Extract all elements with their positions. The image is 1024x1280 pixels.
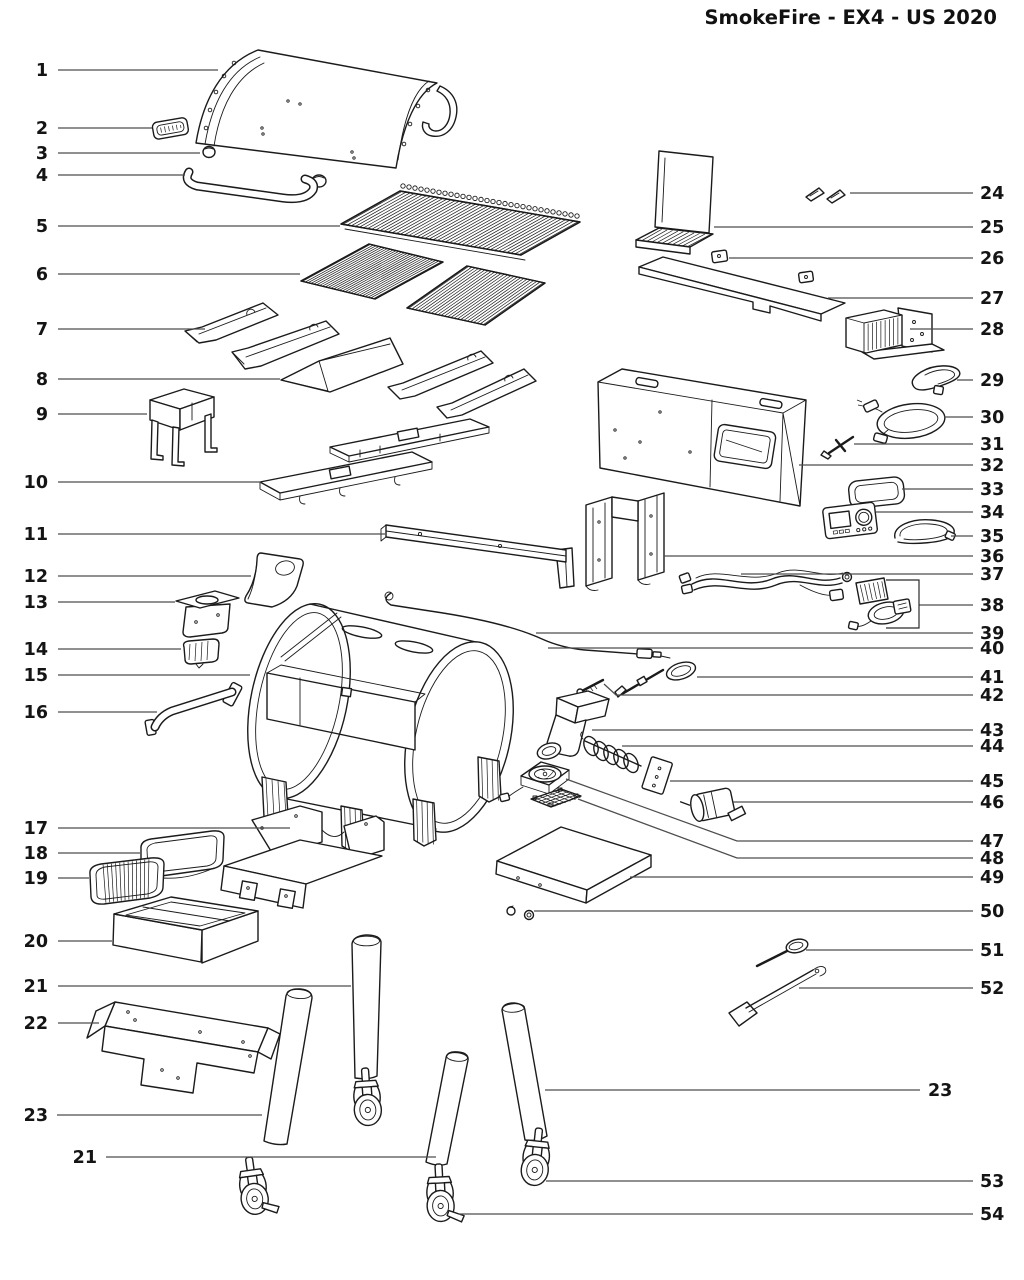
- callout-26-label: 26: [980, 249, 1005, 270]
- callout-32-label: 32: [980, 456, 1005, 477]
- callout-13-label: 13: [23, 593, 48, 614]
- part-31-tool: [821, 437, 853, 459]
- callout-22-label: 22: [23, 1014, 48, 1035]
- callout-24-label: 24: [980, 184, 1005, 205]
- callout-51-label: 51: [980, 941, 1005, 962]
- grate-hook: [479, 197, 483, 201]
- callout-21-label: 21: [72, 1148, 97, 1169]
- part-20-slide-frame: [113, 897, 258, 963]
- callout-15-label: 15: [23, 666, 48, 687]
- part-23-leg-rear-left: [264, 989, 312, 1145]
- grate-hook: [551, 210, 555, 214]
- grate-hook: [539, 208, 543, 212]
- part-21-leg-front-left: [352, 935, 381, 1079]
- part-12-grease-chute: [245, 553, 303, 607]
- callout-54-label: 54: [980, 1205, 1005, 1226]
- callout-6-label: 6: [35, 265, 48, 286]
- callout-37-label: 37: [980, 565, 1005, 586]
- grate-hook: [557, 211, 561, 215]
- part-16-support-bar: [145, 682, 243, 736]
- part-19-foil-liner: [90, 858, 164, 904]
- callout-52-label: 52: [980, 979, 1005, 1000]
- part-14-clamp: [184, 639, 219, 668]
- callout-43-label: 43: [980, 721, 1005, 742]
- grate-hook: [497, 200, 501, 204]
- part-11-support-rail: [381, 525, 574, 588]
- part-52-scraper-tool: [729, 966, 826, 1026]
- part-45-mounting-plate: [642, 756, 673, 794]
- callout-46-label: 46: [980, 793, 1005, 814]
- callout-36-label: 36: [980, 547, 1005, 568]
- callout-48-leader: [578, 799, 973, 858]
- callout-31-label: 31: [980, 435, 1005, 456]
- grate-hook: [503, 201, 507, 205]
- callout-35-label: 35: [980, 527, 1005, 548]
- grate-hook: [425, 188, 429, 192]
- callout-20-label: 20: [23, 932, 48, 953]
- grate-hook: [443, 191, 447, 195]
- callout-2-label: 2: [35, 119, 48, 140]
- grate-hook: [431, 189, 435, 193]
- callout-30-label: 30: [980, 408, 1005, 429]
- part-24-clips: [806, 188, 845, 203]
- part-6-warming-grates: [301, 244, 545, 325]
- callout-27-label: 27: [980, 289, 1005, 310]
- part-36-channel-bracket: [586, 493, 664, 591]
- callout-10-label: 10: [23, 473, 48, 494]
- part-38-service-kit: [848, 578, 911, 630]
- callout-44-label: 44: [980, 737, 1005, 758]
- callout-3-label: 3: [35, 144, 48, 165]
- grate-hook: [563, 212, 567, 216]
- part-49-drip-pan: [496, 827, 651, 903]
- grate-hook: [467, 195, 471, 199]
- hatch-line: [132, 861, 133, 899]
- part-37-wiring-harness: [679, 570, 852, 601]
- part-27-side-shelf: [639, 257, 845, 321]
- callout-4-label: 4: [35, 166, 48, 187]
- callout-12-label: 12: [23, 567, 48, 588]
- grate-hook: [485, 198, 489, 202]
- callout-41-label: 41: [980, 668, 1005, 689]
- grate-hook: [407, 185, 411, 189]
- callout-16-label: 16: [23, 703, 48, 724]
- part-32-hopper-assembly: [598, 369, 806, 506]
- grate-hook: [575, 214, 579, 218]
- callout-21-label: 21: [23, 977, 48, 998]
- part-21-leg-front-right: [426, 1052, 468, 1165]
- part-7-flavorizer-bars: [185, 303, 339, 369]
- part-28-control-module: [846, 308, 944, 359]
- part-17-cart-cradle: [221, 806, 384, 908]
- part-54-locking-caster: [235, 1154, 279, 1218]
- callout-48-label: 48: [980, 849, 1005, 870]
- grate-hook: [473, 196, 477, 200]
- callout-17-label: 17: [23, 819, 48, 840]
- callout-50-label: 50: [980, 902, 1005, 923]
- callout-42-leader: [604, 684, 973, 695]
- hatch-line: [144, 860, 145, 898]
- part-51-spoon-tool: [757, 937, 809, 966]
- part-44-auger-screw: [581, 732, 641, 775]
- diagram-title: SmokeFire - EX4 - US 2020: [704, 6, 997, 29]
- callout-49-label: 49: [980, 868, 1005, 889]
- callout-33-label: 33: [980, 480, 1005, 501]
- callout-47-label: 47: [980, 832, 1005, 853]
- lid-hinge-hook: [422, 86, 456, 136]
- callout-40-label: 40: [980, 639, 1005, 660]
- part-1-lid: [196, 50, 457, 168]
- part-4-lid-handle: [187, 172, 313, 199]
- callout-7-label: 7: [35, 320, 48, 341]
- part-10-heat-baffles: [260, 419, 489, 504]
- part-8-heat-deflectors: [281, 338, 536, 418]
- grate-hook: [491, 199, 495, 203]
- part-41-igniter: [615, 659, 698, 697]
- callout-47-leader: [566, 779, 973, 841]
- grate-hook: [533, 207, 537, 211]
- grate-hook: [455, 193, 459, 197]
- callout-39-label: 39: [980, 624, 1005, 645]
- grate-hook: [401, 184, 405, 188]
- grate-hook: [515, 203, 519, 207]
- grate-hook: [545, 209, 549, 213]
- callout-23-label: 23: [23, 1106, 48, 1127]
- grate-hook: [461, 194, 465, 198]
- part-23-leg-rear-right: [502, 1003, 547, 1141]
- callout-19-label: 19: [23, 869, 48, 890]
- callout-1-label: 1: [35, 61, 48, 82]
- callout-5-label: 5: [35, 217, 48, 238]
- callout-42-label: 42: [980, 686, 1005, 707]
- callout-53-label: 53: [980, 1172, 1005, 1193]
- part-2-logo-badge: [152, 117, 189, 140]
- part-22-front-panel: [87, 1002, 280, 1093]
- callout-34-label: 34: [980, 503, 1005, 524]
- part-25-heat-shield-panel: [636, 151, 713, 254]
- callout-45-label: 45: [980, 772, 1005, 793]
- callout-23-label: 23: [928, 1081, 953, 1102]
- grate-hook: [521, 204, 525, 208]
- grate-hook: [419, 187, 423, 191]
- part-29-strap: [912, 366, 960, 395]
- callout-18-label: 18: [23, 844, 48, 865]
- callout-11-label: 11: [23, 525, 48, 546]
- part-9-hopper-box: [150, 389, 217, 466]
- grate-hook: [449, 192, 453, 196]
- part-35-probe-cable: [895, 520, 956, 544]
- part-30-power-cord: [857, 399, 947, 443]
- callout-38-label: 38: [980, 596, 1005, 617]
- grate-hook: [569, 213, 573, 217]
- callout-29-label: 29: [980, 371, 1005, 392]
- callout-14-label: 14: [23, 640, 48, 661]
- grate-hook: [527, 206, 531, 210]
- callout-8-label: 8: [35, 370, 48, 391]
- callout-9-label: 9: [35, 405, 48, 426]
- grate-hook: [437, 190, 441, 194]
- grate-hook: [413, 186, 417, 190]
- callout-28-label: 28: [980, 320, 1005, 341]
- part-34-controller-display: [822, 502, 877, 539]
- callout-25-label: 25: [980, 218, 1005, 239]
- part-50-grommets: [507, 906, 534, 920]
- part-13-outlet-bracket: [176, 591, 239, 637]
- grate-hook: [509, 202, 513, 206]
